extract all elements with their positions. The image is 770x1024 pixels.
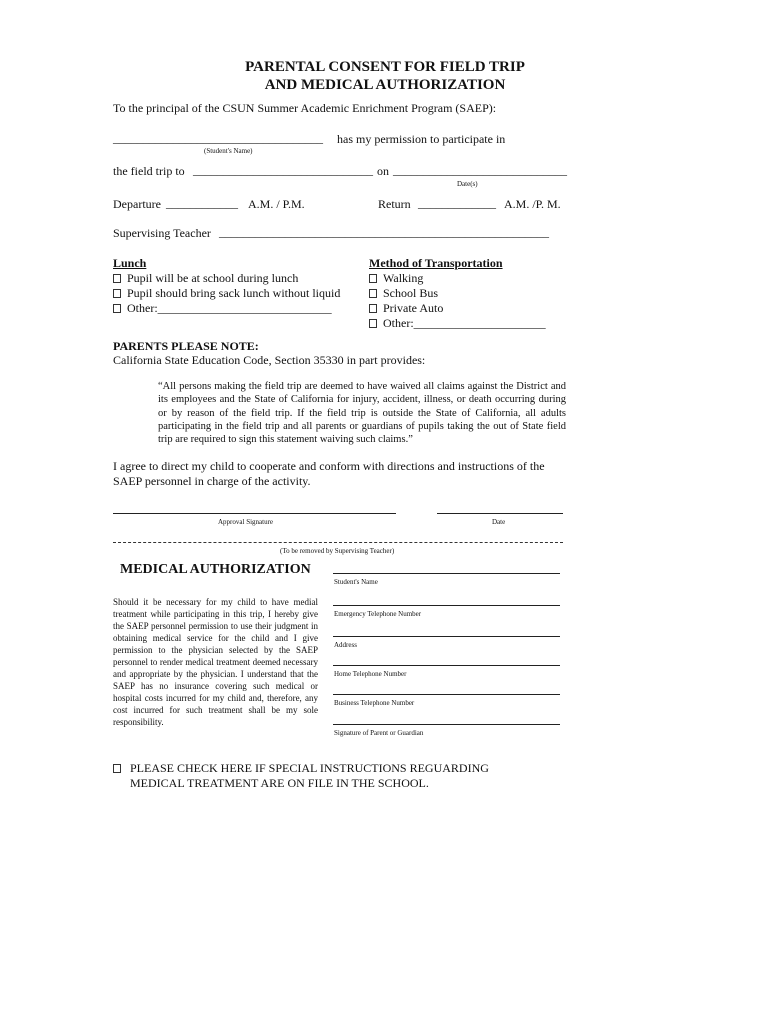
form-title-line-2: AND MEDICAL AUTHORIZATION — [264, 77, 506, 93]
cut-line-caption: (To be removed by Supervising Teacher) — [280, 547, 395, 555]
medical-field-caption: Business Telephone Number — [334, 699, 415, 707]
permission-text: has my permission to participate in — [337, 132, 506, 146]
on-label: on — [377, 164, 389, 178]
medical-field-caption: Address — [334, 641, 357, 649]
home-telephone-field[interactable] — [333, 665, 560, 666]
lunch-option-other[interactable] — [113, 301, 332, 316]
waiver-quote: “All persons making the field trip are deemed to have waived all claims against the District and its employees and the State of California for injury, accident, illness, or death occurring during or by reason of the field trip. If the field trip is outside the State of California, all adults participating in the field trip and all parents or guardians of pupils taking the out of State field trip are required to sign this statement waiving such claims.” — [158, 381, 566, 446]
business-telephone-field[interactable] — [333, 694, 560, 695]
transport-option-label: School Bus — [383, 286, 439, 300]
parent-signature-field[interactable] — [333, 724, 560, 725]
field-trip-destination-blank[interactable]: ______________________________ — [193, 163, 373, 177]
checkbox-icon[interactable] — [113, 274, 121, 283]
return-label: Return — [378, 197, 411, 211]
agreement-line-2: SAEP personnel in charge of the activity. — [113, 474, 311, 488]
approval-date-caption: Date — [492, 518, 506, 526]
lunch-option-label: Pupil will be at school during lunch — [127, 271, 299, 285]
lunch-heading: Lunch — [113, 256, 147, 270]
education-code-text: California State Education Code, Section 35330 in part provides: — [113, 353, 426, 367]
cut-line — [113, 542, 563, 543]
special-instructions-line-1: PLEASE CHECK HERE IF SPECIAL INSTRUCTIONS REGUARDING — [130, 761, 489, 775]
checkbox-icon[interactable] — [369, 319, 377, 328]
special-instructions-line-2: MEDICAL TREATMENT ARE ON FILE IN THE SCHOOL. — [130, 776, 429, 790]
lunch-option-label: Other:_____________________________ — [127, 301, 332, 315]
medical-authorization-heading: MEDICAL AUTHORIZATION — [120, 562, 311, 577]
checkbox-icon[interactable] — [369, 289, 377, 298]
emergency-telephone-field[interactable] — [333, 605, 560, 606]
medical-field-caption: Student's Name — [334, 578, 378, 586]
checkbox-icon[interactable] — [369, 274, 377, 283]
form-title-line-1: PARENTAL CONSENT FOR FIELD TRIP — [245, 59, 525, 75]
trip-date-caption: Date(s) — [457, 180, 478, 188]
checkbox-icon[interactable] — [369, 304, 377, 313]
transport-option-label: Walking — [383, 271, 424, 285]
transport-option-other[interactable] — [369, 316, 546, 331]
student-name-field[interactable] — [333, 573, 560, 574]
medical-field-caption: Home Telephone Number — [334, 670, 407, 678]
approval-signature-caption: Approval Signature — [218, 518, 274, 526]
checkbox-icon[interactable] — [113, 289, 121, 298]
approval-date-line[interactable] — [437, 513, 563, 514]
medical-field-caption: Emergency Telephone Number — [334, 610, 422, 618]
departure-time-blank[interactable]: ____________ — [166, 196, 238, 210]
intro-text: To the principal of the CSUN Summer Academic Enrichment Program (SAEP): — [113, 101, 497, 115]
medical-authorization-body: Should it be necessary for my child to have medial treatment while participating in this trip, I hereby give the SAEP personnel permission to use their judgment in obtaining medical service for the child and I give permission to the physician selected by the SAEP personnel to render medical treatment deemed necessary and appropriate by the physician. I understand that the SAEP has no insurance covering such medical or hospital costs incurred for my child and, therefore, any cost incurred for such treatment shall be my sole responsibility. — [113, 597, 318, 727]
student-name-caption: (Student's Name) — [204, 147, 253, 155]
supervising-teacher-blank[interactable]: _______________________________________________________ — [219, 225, 549, 239]
transport-option-label: Other:______________________ — [383, 316, 546, 330]
transport-option-auto[interactable] — [369, 301, 443, 316]
parents-note-heading: PARENTS PLEASE NOTE: — [113, 339, 259, 353]
field-trip-label: the field trip to — [113, 164, 185, 178]
agreement-line-1: I agree to direct my child to cooperate and conform with directions and instructions of the — [113, 459, 545, 473]
lunch-option-sack[interactable] — [113, 286, 340, 301]
departure-label: Departure — [113, 197, 161, 211]
departure-ampm: A.M. / P.M. — [248, 197, 305, 211]
student-name-blank[interactable]: ___________________________________ — [113, 131, 323, 145]
transportation-heading: Method of Transportation — [369, 256, 503, 270]
checkbox-icon[interactable] — [113, 764, 121, 773]
return-ampm: A.M. /P. M. — [504, 197, 561, 211]
approval-signature-line[interactable] — [113, 513, 396, 514]
transport-option-label: Private Auto — [383, 301, 444, 315]
checkbox-icon[interactable] — [113, 304, 121, 313]
address-field[interactable] — [333, 636, 560, 637]
transport-option-walking[interactable] — [369, 271, 423, 286]
special-instructions-checkbox-row[interactable] — [113, 761, 127, 776]
trip-date-blank[interactable]: _____________________________ — [393, 163, 567, 177]
supervising-teacher-label: Supervising Teacher — [113, 226, 211, 240]
transport-option-bus[interactable] — [369, 286, 438, 301]
lunch-option-school[interactable] — [113, 271, 298, 286]
lunch-option-label: Pupil should bring sack lunch without liquid — [127, 286, 341, 300]
return-time-blank[interactable]: _____________ — [418, 196, 496, 210]
medical-field-caption: Signature of Parent or Guardian — [334, 729, 424, 737]
